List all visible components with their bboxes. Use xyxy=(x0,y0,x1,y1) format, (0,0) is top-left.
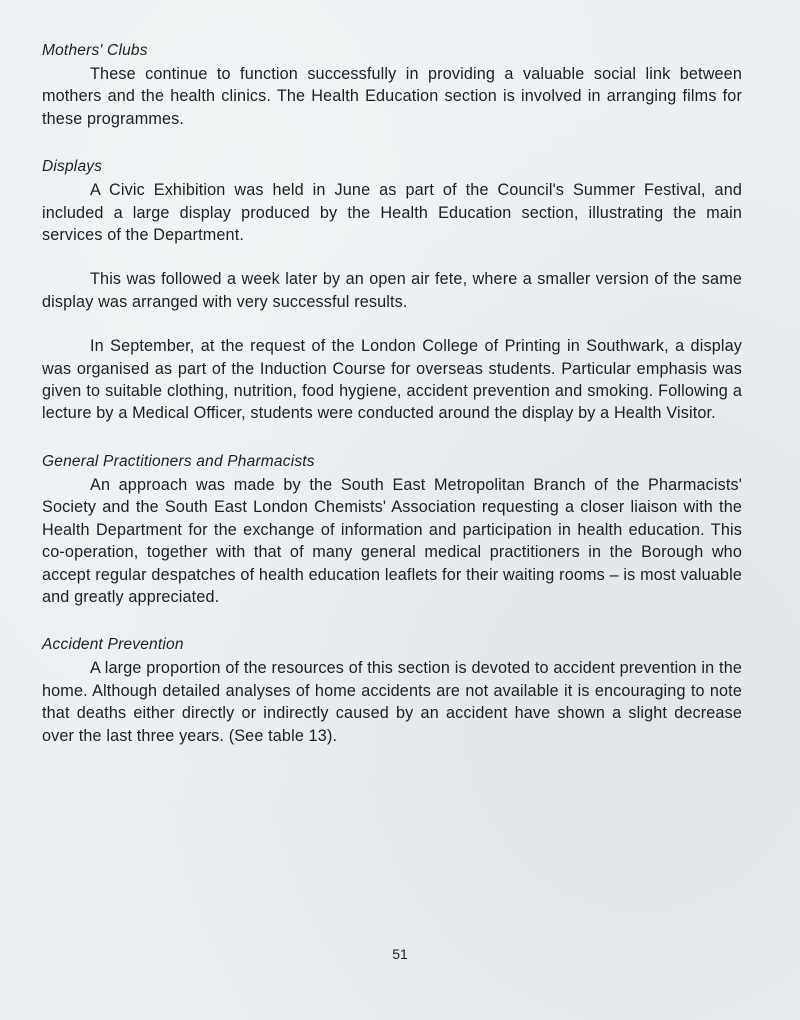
section-mothers-clubs xyxy=(42,40,742,130)
section-heading: Mothers' Clubs xyxy=(42,42,148,59)
page-number: 51 xyxy=(392,946,408,962)
section-displays xyxy=(42,156,742,425)
section-heading: General Practitioners and Pharmacists xyxy=(42,452,315,470)
paragraph: A large proportion of the resources of this section is devoted to accident prevention in the home. Although detailed analyses of home accidents are not available it is encouraging to note that deaths either directly or indirectly caused by an accident have shown a slight decrease over the last three years. (See table 13). xyxy=(42,659,742,745)
section-accident-prevention xyxy=(42,634,742,747)
paragraph: In September, at the request of the London College of Printing in Southwark, a display was organised as part of the Induction Course for overseas students. Particular emphasis was given to suitable clothing, nutrition, food hygiene, accident prevention and smoking. Following a lecture by a Medical Officer, students were conducted around the display by a Health Visitor. xyxy=(42,337,742,423)
section-heading: Accident Prevention xyxy=(42,636,184,654)
paragraph: These continue to function successfully in providing a valuable social link between mothers and the health clinics. The Health Education section is involved in arranging films for these programmes. xyxy=(42,65,742,128)
page-content xyxy=(42,40,742,773)
paragraph: An approach was made by the South East Metropolitan Branch of the Pharmacists' Society and the South East London Chemists' Association requesting a closer liaison with the Health Department for the exchange of information and participation in health education. This co-operation, together with that of many general medical practitioners in the Borough who accept regular despatches of health education leaflets for their waiting rooms – is most valuable and greatly appreciated. xyxy=(42,475,742,606)
paragraph: This was followed a week later by an open air fete, where a smaller version of the same display was arranged with very successful results. xyxy=(42,270,742,311)
paragraph: A Civic Exhibition was held in June as part of the Council's Summer Festival, and included a large display produced by the Health Education section, illustrating the main services of the Department. xyxy=(42,181,742,245)
section-general-practitioners xyxy=(42,451,742,608)
section-heading: Displays xyxy=(42,158,103,176)
